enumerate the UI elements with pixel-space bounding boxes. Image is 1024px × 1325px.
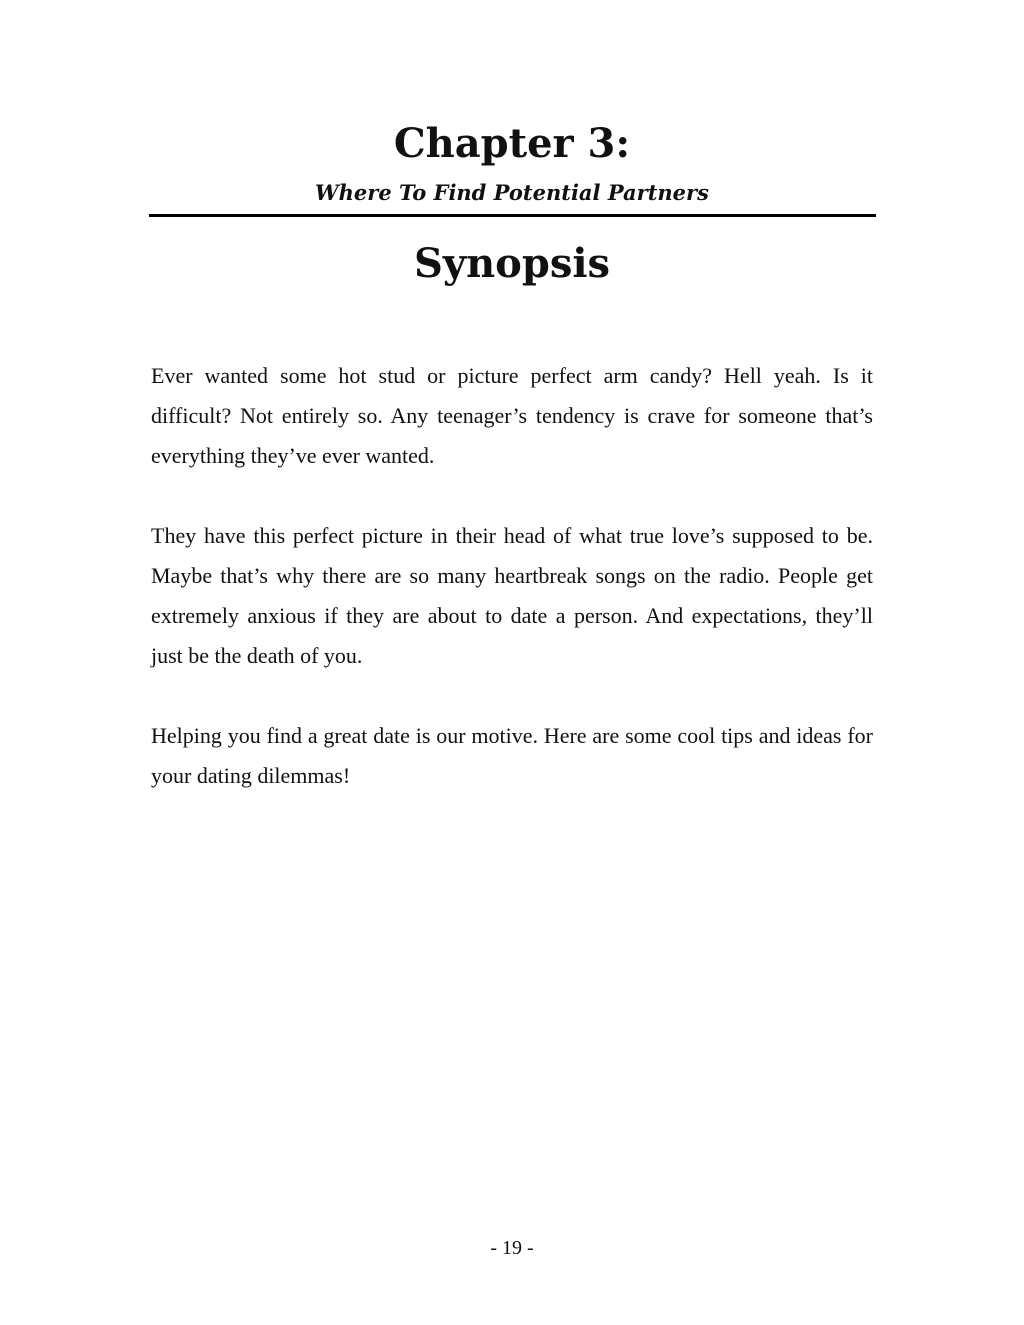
body-text (151, 356, 873, 836)
paragraph-3: Helping you find a great date is our motive. Here are some cool tips and ideas for your dating dilemmas! (151, 723, 873, 788)
chapter-subtitle: Where To Find Potential Partners (315, 180, 709, 205)
paragraph-2: They have this perfect picture in their head of what true love’s supposed to be. Maybe that’s why there are so many heartbreak songs on the radio. People get extremely anxious if they are about to date a person. And expectations, they’ll just be the death of you. (151, 523, 873, 668)
section-title: Synopsis (413, 240, 611, 287)
horizontal-divider (149, 214, 876, 217)
chapter-title: Chapter 3: (393, 120, 631, 167)
page-number: - 19 - (490, 1237, 534, 1259)
paragraph-1: Ever wanted some hot stud or picture perfect arm candy? Hell yeah. Is it difficult? Not entirely so. Any teenager’s tendency is crave for someone that’s everything they’ve ever wanted. (151, 363, 873, 468)
